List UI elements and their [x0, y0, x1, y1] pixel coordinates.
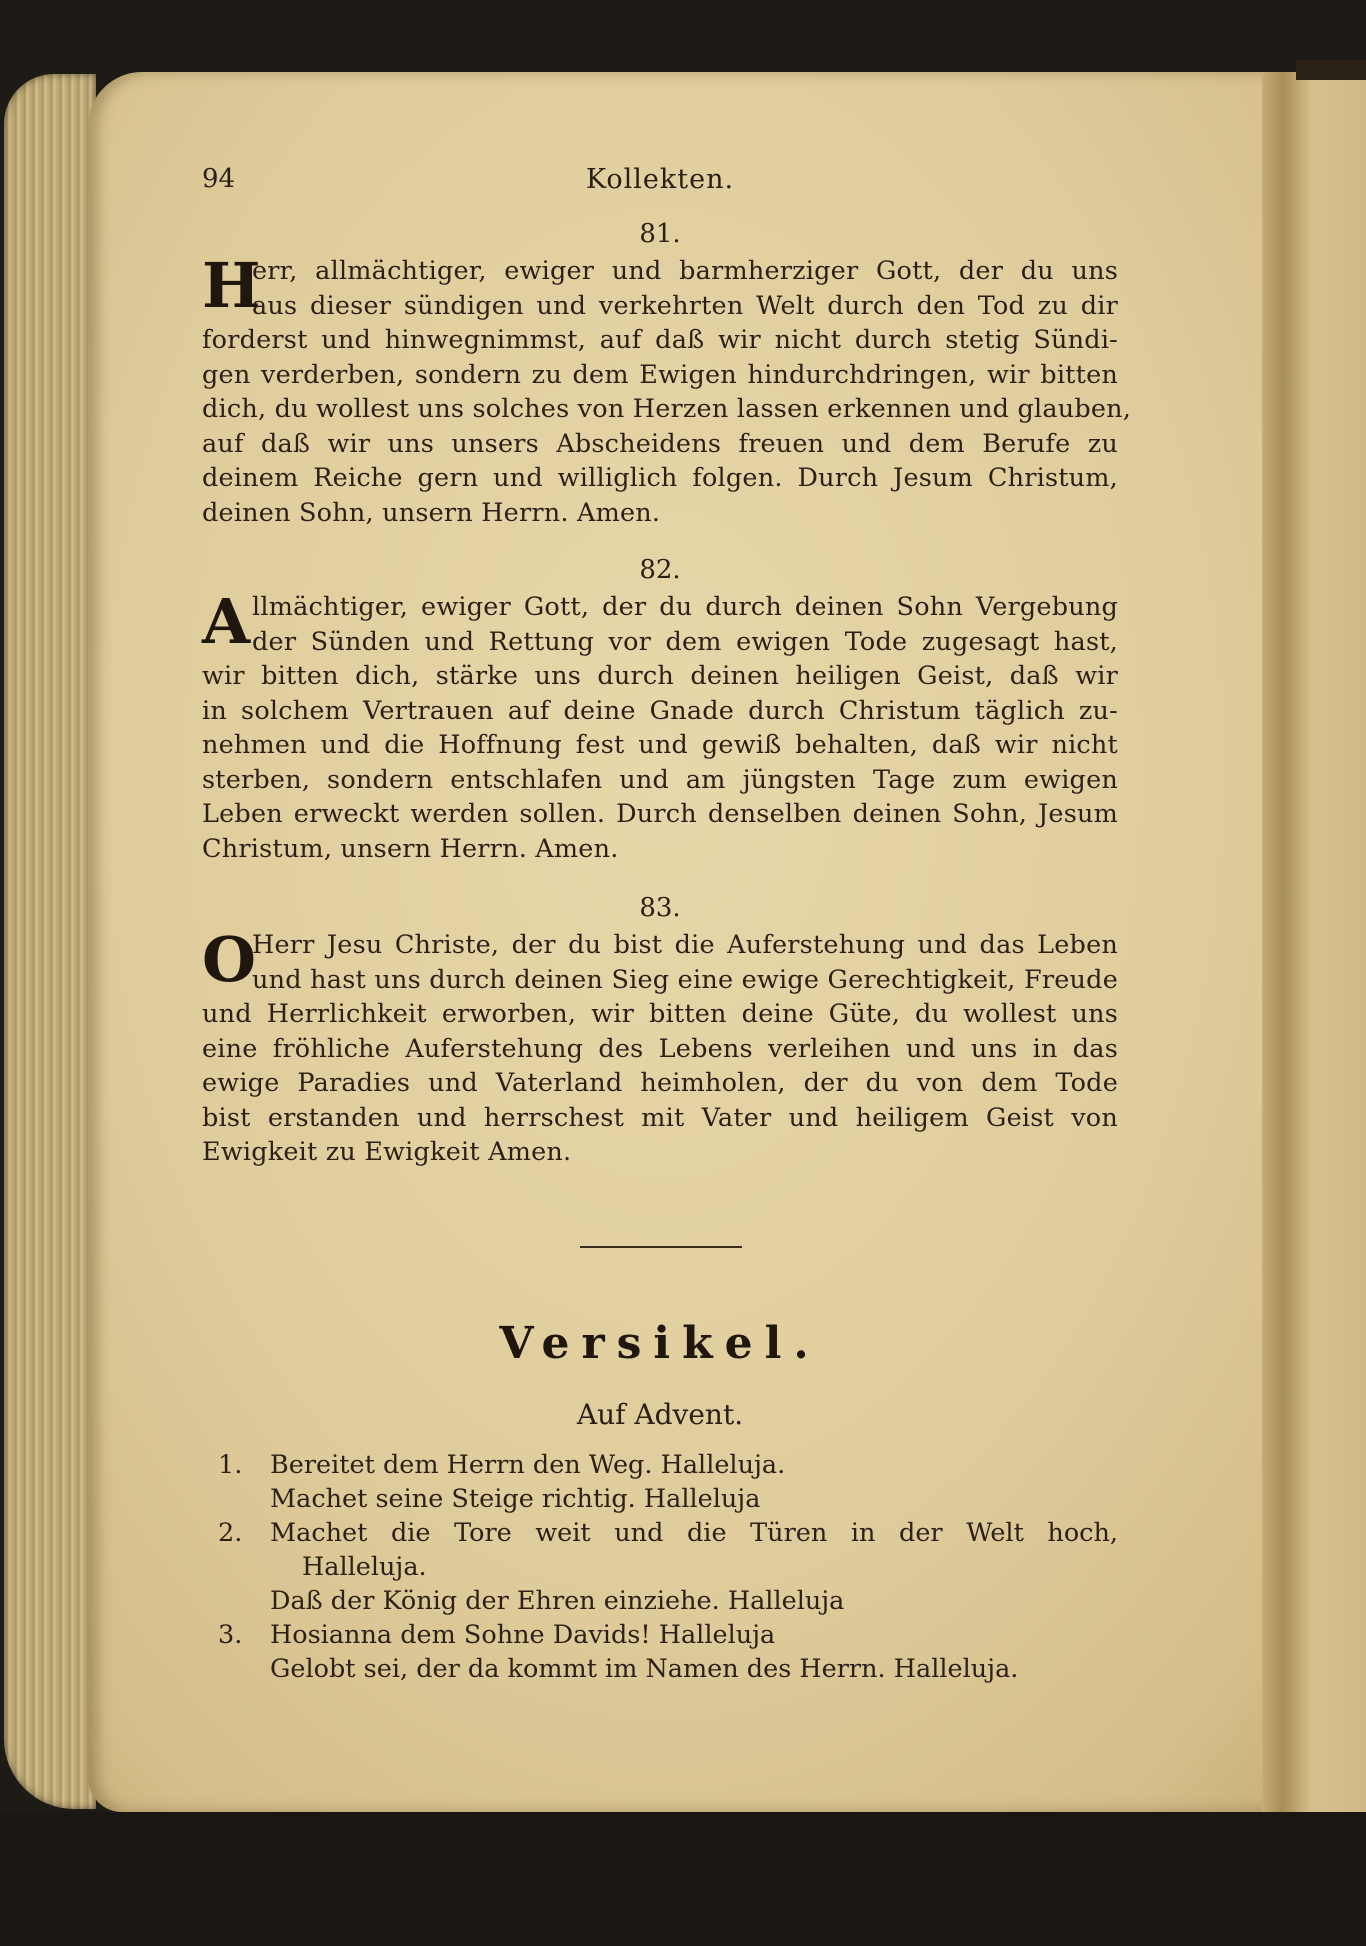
section-title: Versikel.: [499, 1318, 821, 1369]
versicle-row: [218, 1448, 1118, 1482]
prayer-line: aus dieser sündigen und verkehrten Welt durch den Tod zu dir: [252, 290, 1118, 321]
versicle-number: 1.: [218, 1450, 243, 1480]
versicle-row: [218, 1516, 1118, 1550]
prayer-line: auf daß wir uns unsers Abscheidens freuen und dem Berufe zu: [202, 428, 1118, 459]
prayer-line: Ewigkeit zu Ewigkeit Amen.: [202, 1137, 572, 1167]
versicle-text: Machet die Tore weit und die Türen in der Welt hoch,: [270, 1518, 1118, 1548]
versicle-row: [218, 1584, 1118, 1618]
page-number: 94: [202, 164, 236, 194]
prayer-number: 81.: [639, 219, 681, 249]
page-edge-stack: [4, 74, 96, 1809]
book-gutter: [1262, 72, 1366, 1812]
versicle-row: [218, 1482, 1118, 1516]
versicle-number: 2.: [218, 1518, 243, 1548]
versicle-text: Gelobt sei, der da kommt im Namen des Herrn. Halleluja.: [270, 1654, 1019, 1684]
prayer-82: [202, 550, 1118, 866]
section-subtitle: Auf Advent.: [576, 1398, 744, 1431]
prayer-line: wir bitten dich, stärke uns durch deinen heiligen Geist, daß wir: [202, 661, 1118, 691]
versicle-row: [218, 1652, 1118, 1686]
versicle-list: [218, 1448, 1118, 1686]
prayer-number: 82.: [639, 555, 681, 585]
prayer-line: der Sünden und Rettung vor dem ewigen Tode zugesagt hast,: [252, 626, 1118, 657]
prayer-83: [202, 888, 1118, 1170]
spine-shadow: [1296, 60, 1366, 80]
prayer-line: eine fröhliche Auferstehung des Lebens verleihen und uns in das: [202, 1033, 1118, 1064]
prayer-line: nehmen und die Hoffnung fest und gewiß behalten, daß wir nicht: [202, 730, 1118, 760]
prayer-line: sterben, sondern entschlafen und am jüngsten Tage zum ewigen: [202, 764, 1118, 795]
versicle-text: Hosianna dem Sohne Davids! Halleluja: [270, 1620, 776, 1650]
prayer-line: bist erstanden und herrschest mit Vater und heiligem Geist von: [202, 1102, 1118, 1133]
prayer-line: ewige Paradies und Vaterland heimholen, der du von dem Tode: [202, 1068, 1118, 1098]
versicle-text: Bereitet dem Herrn den Weg. Halleluja.: [270, 1450, 786, 1480]
prayer-line: deinem Reiche gern und williglich folgen. Durch Jesum Christum,: [202, 463, 1118, 493]
prayer-line: Christum, unsern Herrn. Amen.: [202, 833, 619, 864]
prayer-line: gen verderben, sondern zu dem Ewigen hindurchdringen, wir bitten: [202, 359, 1118, 390]
drop-initial: A: [202, 585, 251, 658]
running-head: Kollekten.: [585, 164, 735, 195]
prayer-line: in solchem Vertrauen auf deine Gnade durch Christum täglich zu-: [202, 695, 1118, 726]
prayer-number: 83.: [639, 893, 681, 923]
prayer-line: Herr Jesu Christe, der du bist die Auferstehung und das Leben: [252, 930, 1118, 960]
prayer-line: forderst und hinwegnimmst, auf daß wir nicht durch stetig Sündi-: [202, 325, 1118, 355]
prayer-line: err, allmächtiger, ewiger und barmherziger Gott, der du uns: [252, 256, 1118, 286]
versicle-row: [218, 1550, 1118, 1584]
versicle-row: [218, 1618, 1118, 1652]
prayer-line: und hast uns durch deinen Sieg eine ewige Gerechtigkeit, Freude: [252, 964, 1118, 995]
versicle-number: 3.: [218, 1620, 243, 1650]
drop-initial: H: [202, 249, 261, 322]
prayer-line: dich, du wollest uns solches von Herzen lassen erkennen und glauben,: [202, 394, 1132, 424]
prayer-line: llmächtiger, ewiger Gott, der du durch deinen Sohn Vergebung: [252, 592, 1118, 622]
versicle-text: Machet seine Steige richtig. Halleluja: [270, 1484, 761, 1514]
background-band: [0, 1812, 1366, 1946]
versicle-text: Halleluja.: [302, 1552, 427, 1582]
prayer-line: und Herrlichkeit erworben, wir bitten deine Güte, du wollest uns: [202, 999, 1118, 1029]
section-divider: [580, 1246, 742, 1248]
drop-initial: O: [202, 923, 257, 996]
prayer-line: Leben erweckt werden sollen. Durch denselben deinen Sohn, Jesum: [202, 799, 1118, 829]
prayer-line: deinen Sohn, unsern Herrn. Amen.: [202, 497, 661, 528]
versicle-text: Daß der König der Ehren einziehe. Halleluja: [270, 1586, 845, 1616]
prayer-81: [202, 214, 1132, 530]
